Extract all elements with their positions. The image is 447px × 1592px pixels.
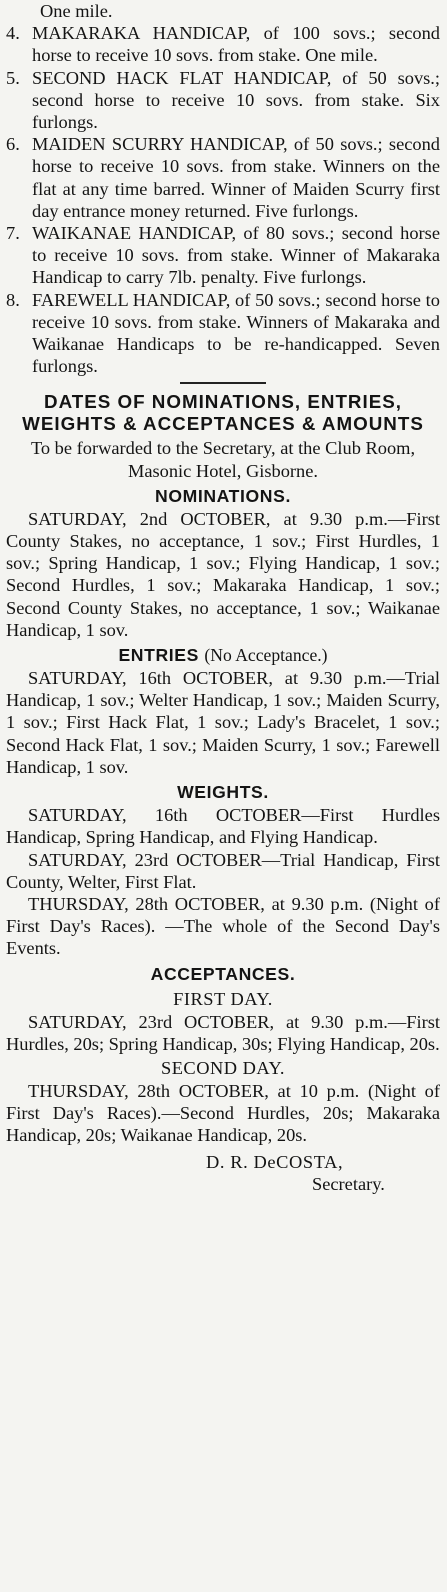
entries-heading — [6, 643, 440, 667]
weights-paragraph: SATURDAY, 23rd OCTOBER—Trial Handicap, First County, Welter, First Flat. — [6, 849, 440, 892]
weights-heading: WEIGHTS. — [177, 782, 269, 803]
entries-text: SATURDAY, 16th OCTOBER, at 9.30 p.m.—Trial Handicap, 1 sov.; Welter Handicap, 1 sov.; Maiden Scurry, 1 sov.; First Hack Flat, 1 sov.; Lady's Bracelet, 1 sov.; Second Hack Flat, 1 sov.; Maiden Scurry, 1 sov.; Farewell Handicap, 1 sov. — [6, 668, 440, 777]
event-item-6 — [6, 133, 440, 222]
first-line: One mile. — [40, 1, 113, 21]
signature — [6, 1151, 440, 1195]
event-text: MAIDEN SCURRY HANDICAP, of 50 sovs.; second horse to receive 10 sovs. from stake. Winners on the flat at any time barred. Winner of Maiden Scurry first day entrance money returned. Five furlongs. — [32, 134, 440, 221]
event-number: 4. — [6, 23, 20, 44]
entries-heading-label: ENTRIES — [118, 645, 199, 666]
event-text: WAIKANAE HANDICAP, of 80 sovs.; second horse to receive 10 sovs. from stake. Winner of Makaraka Handicap to carry 7lb. penalty. Five furlongs. — [32, 223, 440, 288]
nominations-text: SATURDAY, 2nd OCTOBER, at 9.30 p.m.—First County Stakes, no acceptance, 1 sov.; First Hurdles, 1 sov.; Spring Handicap, 1 sov.; Flying Handicap, 1 sov.; Second Hurdles, 1 sov.; Makaraka Handicap, 1 sov.; Second County Stakes, no acceptance, 1 sov.; Waikanae Handicap, 1 sov. — [6, 508, 440, 640]
acceptances-heading: ACCEPTANCES. — [150, 963, 296, 984]
event-item-7 — [6, 222, 440, 289]
event-text: SECOND HACK FLAT HANDICAP, of 50 sovs.; second horse to receive 10 sovs. from stake. Six furlongs. — [32, 67, 440, 133]
event-number: 5. — [6, 67, 20, 88]
event-item-4 — [6, 22, 440, 66]
signature-name: D. R. DeCOSTA, — [206, 1151, 344, 1172]
entries-heading-note: (No Acceptance.) — [204, 645, 328, 666]
event-text: MAKARAKA HANDICAP, of 100 sovs.; second horse to receive 10 sovs. from stake. One mile. — [32, 23, 440, 66]
event-number: 8. — [6, 289, 20, 310]
event-number: 6. — [6, 134, 20, 155]
first-day-text: SATURDAY, 23rd OCTOBER, at 9.30 p.m.—First Hurdles, 20s; Spring Handicap, 30s; Flying Handicap, 20s. — [6, 1011, 440, 1054]
section-divider — [180, 382, 266, 384]
forward-note: To be forwarded to the Secretary, at the Club Room, Masonic Hotel, Gisborne. — [30, 438, 416, 481]
nominations-heading: NOMINATIONS. — [155, 485, 291, 506]
second-day-heading: SECOND DAY. — [160, 1057, 286, 1078]
event-number: 7. — [6, 223, 20, 244]
first-day-heading: FIRST DAY. — [173, 988, 273, 1009]
weights-paragraph: SATURDAY, 16th OCTOBER—First Hurdles Handicap, Spring Handicap, and Flying Handicap. — [6, 805, 440, 848]
event-text: FAREWELL HANDICAP, of 50 sovs.; second horse to receive 10 sovs. from stake. Winners of Makaraka and Waikanae Handicaps to be re-handicapped. Seven furlongs. — [32, 289, 440, 377]
event-item-8 — [6, 289, 440, 378]
dates-heading: DATES OF NOMINATIONS, ENTRIES, WEIGHTS & ACCEPTANCES & AMOUNTS — [22, 391, 424, 435]
event-item-5 — [6, 67, 440, 134]
signature-title: Secretary. — [312, 1173, 385, 1194]
weights-paragraph: THURSDAY, 28th OCTOBER, at 9.30 p.m. (Night of First Day's Races). —The whole of the Second Day's Events. — [6, 893, 440, 959]
event-list — [6, 22, 440, 377]
second-day-text: THURSDAY, 28th OCTOBER, at 10 p.m. (Night of First Day's Races).—Second Hurdles, 20s; Makaraka Handicap, 20s; Waikanae Handicap, 20s. — [6, 1080, 440, 1146]
